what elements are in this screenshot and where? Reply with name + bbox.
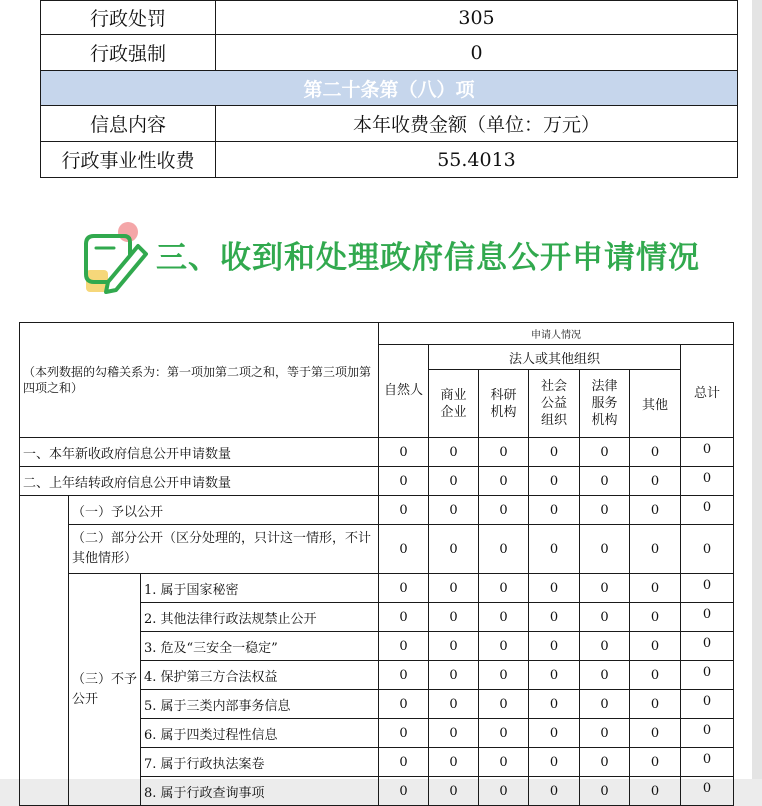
cell-value: 0 <box>681 632 734 661</box>
cell-value: 0 <box>681 690 734 719</box>
cell-value: 0 <box>681 467 734 496</box>
cell-value: 0 <box>379 719 429 748</box>
cell-value: 0 <box>681 603 734 632</box>
table-row <box>20 467 734 496</box>
cell-value: 0 <box>681 525 734 574</box>
cell-value: 0 <box>630 525 681 574</box>
cell-value: 0 <box>529 719 580 748</box>
cell-value: 0 <box>681 438 734 467</box>
cell-value: 0 <box>429 438 479 467</box>
cell-value: 0 <box>529 748 580 777</box>
total-header: 总计 <box>681 345 734 438</box>
cell-value: 0 <box>479 719 529 748</box>
cell-value: 0 <box>580 661 630 690</box>
cell-value: 0 <box>529 661 580 690</box>
row-value: 305 <box>216 1 738 35</box>
section-header-row <box>41 71 738 106</box>
cell-value: 0 <box>580 748 630 777</box>
cell-value: 0 <box>630 438 681 467</box>
row-label: 8. 属于行政查询事项 <box>141 777 379 806</box>
cell-value: 0 <box>630 690 681 719</box>
cell-value: 0 <box>379 748 429 777</box>
cell-value: 0 <box>580 632 630 661</box>
row-label: 6. 属于四类过程性信息 <box>141 719 379 748</box>
cell-value: 0 <box>379 438 429 467</box>
table-row <box>20 438 734 467</box>
subcol-header: 其他 <box>630 370 681 438</box>
cell-value: 0 <box>580 438 630 467</box>
cell-value: 0 <box>529 525 580 574</box>
cell-value: 0 <box>529 632 580 661</box>
cell-value: 0 <box>479 690 529 719</box>
cell-value: 0 <box>580 496 630 525</box>
applicant-header: 申请人情况 <box>379 323 734 345</box>
cell-value: 0 <box>529 496 580 525</box>
row-label: 4. 保护第三方合法权益 <box>141 661 379 690</box>
row-label: 5. 属于三类内部事务信息 <box>141 690 379 719</box>
cell-value: 0 <box>429 690 479 719</box>
row-label: 7. 属于行政执法案卷 <box>141 748 379 777</box>
cell-value: 0 <box>429 748 479 777</box>
row-label: 二、上年结转政府信息公开申请数量 <box>20 467 379 496</box>
cell-value: 0 <box>479 603 529 632</box>
cell-value: 0 <box>681 574 734 603</box>
table-note: （本列数据的勾稽关系为：第一项加第二项之和，等于第三项加第四项之和） <box>20 323 379 438</box>
cell-value: 0 <box>379 496 429 525</box>
table-row <box>41 106 738 142</box>
row-label: 3. 危及“三安全一稳定” <box>141 632 379 661</box>
cell-value: 0 <box>429 525 479 574</box>
disclosure-table <box>40 0 738 178</box>
cell-value: 0 <box>479 661 529 690</box>
cell-value: 0 <box>630 574 681 603</box>
cell-value: 0 <box>529 574 580 603</box>
cell-value: 0 <box>580 525 630 574</box>
row-label: 一、本年新收政府信息公开申请数量 <box>20 438 379 467</box>
table-row <box>20 525 734 574</box>
cell-value: 0 <box>630 719 681 748</box>
cell-value: 0 <box>580 574 630 603</box>
not-open-label: （三）不予公开 <box>69 574 141 806</box>
table-row <box>20 574 734 603</box>
subcol-header: 法律服务机构 <box>580 370 630 438</box>
row-value: 0 <box>216 35 738 71</box>
table-row <box>41 1 738 35</box>
row-label: 行政强制 <box>41 35 216 71</box>
row-label: 2. 其他法律行政法规禁止公开 <box>141 603 379 632</box>
cell-value: 0 <box>429 719 479 748</box>
row-value: 本年收费金额（单位：万元） <box>216 106 738 142</box>
cell-value: 0 <box>529 467 580 496</box>
cell-value: 0 <box>379 632 429 661</box>
right-scroll-margin <box>752 0 762 779</box>
cell-value: 0 <box>379 525 429 574</box>
cell-value: 0 <box>479 632 529 661</box>
row-label: （一）予以公开 <box>69 496 379 525</box>
cell-value: 0 <box>630 632 681 661</box>
row-label: 行政处罚 <box>41 1 216 35</box>
section-heading <box>78 218 758 298</box>
cell-value: 0 <box>429 574 479 603</box>
cell-value: 0 <box>379 603 429 632</box>
cell-value: 0 <box>379 661 429 690</box>
cell-value: 0 <box>529 690 580 719</box>
cell-value: 0 <box>529 777 580 806</box>
cell-value: 0 <box>429 661 479 690</box>
cell-value: 0 <box>429 777 479 806</box>
cell-value: 0 <box>580 690 630 719</box>
cell-value: 0 <box>479 525 529 574</box>
subcol-header: 商业企业 <box>429 370 479 438</box>
cell-value: 0 <box>580 719 630 748</box>
row-label: 信息内容 <box>41 106 216 142</box>
cell-value: 0 <box>630 603 681 632</box>
cell-value: 0 <box>479 748 529 777</box>
cell-value: 0 <box>479 467 529 496</box>
application-stats-table <box>19 322 734 806</box>
cell-value: 0 <box>429 603 479 632</box>
cell-value: 0 <box>630 496 681 525</box>
cell-value: 0 <box>479 777 529 806</box>
legal-group-header: 法人或其他组织 <box>429 345 681 370</box>
cell-value: 0 <box>529 603 580 632</box>
cell-value: 0 <box>681 777 734 806</box>
pencil-note-icon <box>78 218 154 298</box>
cell-value: 0 <box>681 661 734 690</box>
cell-value: 0 <box>681 496 734 525</box>
row-label: （二）部分公开（区分处理的，只计这一情形，不计其他情形） <box>69 525 379 574</box>
subcol-header: 科研机构 <box>479 370 529 438</box>
heading-title: 三、收到和处理政府信息公开申请情况 <box>156 240 700 276</box>
cell-value: 0 <box>379 467 429 496</box>
cell-value: 0 <box>429 496 479 525</box>
table-row <box>20 496 734 525</box>
section-title: 第二十条第（八）项 <box>41 71 738 106</box>
cell-value: 0 <box>429 632 479 661</box>
blank-group-cell <box>20 496 69 806</box>
cell-value: 0 <box>580 603 630 632</box>
row-label: 1. 属于国家秘密 <box>141 574 379 603</box>
cell-value: 0 <box>681 748 734 777</box>
cell-value: 0 <box>580 777 630 806</box>
cell-value: 0 <box>580 467 630 496</box>
cell-value: 0 <box>630 748 681 777</box>
cell-value: 0 <box>479 496 529 525</box>
subcol-header: 社会公益组织 <box>529 370 580 438</box>
cell-value: 0 <box>630 777 681 806</box>
table-row <box>41 35 738 71</box>
header-row <box>20 323 734 345</box>
cell-value: 0 <box>681 719 734 748</box>
cell-value: 0 <box>379 690 429 719</box>
cell-value: 0 <box>379 777 429 806</box>
cell-value: 0 <box>479 438 529 467</box>
cell-value: 0 <box>429 467 479 496</box>
row-value: 55.4013 <box>216 142 738 178</box>
cell-value: 0 <box>529 438 580 467</box>
table-row <box>41 142 738 178</box>
row-label: 行政事业性收费 <box>41 142 216 178</box>
cell-value: 0 <box>630 661 681 690</box>
cell-value: 0 <box>379 574 429 603</box>
cell-value: 0 <box>630 467 681 496</box>
cell-value: 0 <box>479 574 529 603</box>
natural-person-header: 自然人 <box>379 345 429 438</box>
